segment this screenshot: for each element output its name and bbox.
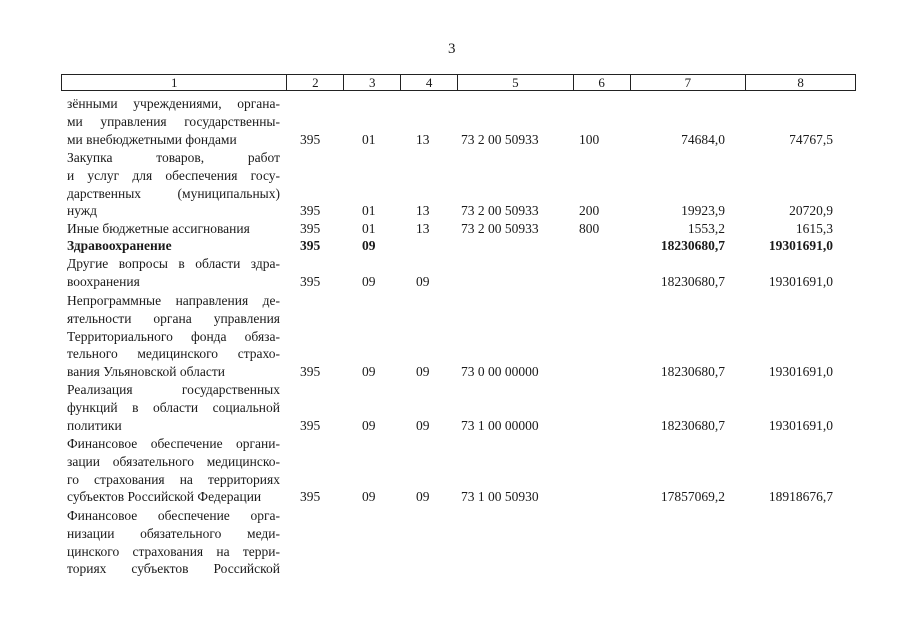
cell-c7: 18230680,7 <box>660 238 725 253</box>
row-description <box>67 381 280 434</box>
description-line: Закупка товаров, работ <box>67 150 280 165</box>
cell-c7: 18230680,7 <box>660 417 725 433</box>
description-line: воохранения <box>67 273 140 289</box>
description-line: дарственных (муниципальных) <box>67 185 280 201</box>
header-col-2: 2 <box>286 75 343 90</box>
cell-c7: 18230680,7 <box>660 273 725 289</box>
description-line: Финансовое обеспечение органи- <box>67 436 280 451</box>
description-line: Иные бюджетные ассигнования <box>67 221 250 236</box>
description-line: цинского страхования на терри- <box>67 543 280 559</box>
page-number: 3 <box>448 41 456 57</box>
description-line: Реализация государственных <box>67 382 280 397</box>
row-description <box>67 95 280 148</box>
cell-c8: 19301691,0 <box>768 273 833 289</box>
cell-c8: 1615,3 <box>795 221 833 236</box>
cell-c4: 09 <box>416 364 430 380</box>
cell-c7: 19923,9 <box>681 203 725 219</box>
cell-c7: 74684,0 <box>681 131 725 147</box>
row-description <box>67 292 280 381</box>
cell-c5: 73 0 00 00000 <box>461 364 539 380</box>
header-col-6: 6 <box>573 75 630 90</box>
cell-c5: 73 2 00 50933 <box>461 131 539 147</box>
cell-c3: 09 <box>362 417 376 433</box>
description-line: зации обязательного медицинско- <box>67 453 280 469</box>
row-description <box>67 220 280 238</box>
cell-c8: 74767,5 <box>789 131 833 147</box>
description-line: функций в области социальной <box>67 399 280 415</box>
cell-c4: 09 <box>416 489 430 505</box>
cell-c2: 395 <box>300 364 321 380</box>
cell-c4: 13 <box>416 131 430 147</box>
cell-c3: 09 <box>362 364 376 380</box>
cell-c7: 17857069,2 <box>660 489 725 505</box>
cell-c5: 73 1 00 50930 <box>461 489 539 505</box>
description-line: зёнными учреждениями, органа- <box>67 96 280 111</box>
cell-c5: 73 2 00 50933 <box>461 203 539 219</box>
cell-c2: 395 <box>300 417 321 433</box>
description-line: тельного медицинского страхо- <box>67 346 280 362</box>
description-line: ториях субъектов Российской <box>67 561 280 577</box>
description-line: ми управления государственны- <box>67 113 280 129</box>
cell-c2: 395 <box>300 221 321 236</box>
cell-c3: 09 <box>362 238 376 253</box>
cell-c4: 13 <box>416 221 430 236</box>
cell-c5: 73 2 00 50933 <box>461 221 539 236</box>
description-line: низации обязательного меди- <box>67 525 280 541</box>
cell-c8: 19301691,0 <box>768 238 833 253</box>
cell-c3: 01 <box>362 203 376 219</box>
row-description <box>67 237 280 255</box>
cell-c2: 395 <box>300 238 321 253</box>
cell-c3: 01 <box>362 221 376 236</box>
header-col-7: 7 <box>630 75 746 90</box>
cell-c4: 09 <box>416 273 430 289</box>
row-description <box>67 149 280 220</box>
header-col-8: 8 <box>745 75 855 90</box>
header-col-3: 3 <box>343 75 400 90</box>
cell-c3: 09 <box>362 489 376 505</box>
description-line: Непрограммные направления де- <box>67 293 280 308</box>
cell-c6: 100 <box>579 131 600 147</box>
cell-c4: 09 <box>416 417 430 433</box>
cell-c6: 800 <box>579 221 600 236</box>
description-line: Территориального фонда обяза- <box>67 328 280 344</box>
row-description <box>67 435 280 506</box>
description-line: нужд <box>67 203 97 219</box>
cell-c8: 19301691,0 <box>768 417 833 433</box>
cell-c3: 01 <box>362 131 376 147</box>
cell-c2: 395 <box>300 489 321 505</box>
cell-c5: 73 1 00 00000 <box>461 417 539 433</box>
description-line: субъектов Российской Федерации <box>67 489 262 505</box>
description-line: ятельности органа управления <box>67 310 280 326</box>
row-description <box>67 507 280 578</box>
header-col-1: 1 <box>170 75 178 90</box>
cell-c8: 20720,9 <box>789 203 833 219</box>
cell-c7: 1553,2 <box>687 221 725 236</box>
cell-c8: 19301691,0 <box>768 364 833 380</box>
header-col-5: 5 <box>457 75 573 90</box>
description-line: Финансовое обеспечение орга- <box>67 508 280 523</box>
description-line: го страхования на территориях <box>67 471 280 487</box>
description-line: политики <box>67 417 122 433</box>
header-col-4: 4 <box>400 75 457 90</box>
row-description <box>67 255 280 291</box>
cell-c4: 13 <box>416 203 430 219</box>
cell-c2: 395 <box>300 203 321 219</box>
description-line: Здравоохранение <box>67 238 172 253</box>
description-line: и услуг для обеспечения госу- <box>67 167 280 183</box>
cell-c8: 18918676,7 <box>768 489 833 505</box>
cell-c3: 09 <box>362 273 376 289</box>
cell-c2: 395 <box>300 131 321 147</box>
description-line: Другие вопросы в области здра- <box>67 256 280 271</box>
cell-c6: 200 <box>579 203 600 219</box>
cell-c7: 18230680,7 <box>660 364 725 380</box>
cell-c2: 395 <box>300 273 321 289</box>
description-line: вания Ульяновской области <box>67 364 225 380</box>
description-line: ми внебюджетными фондами <box>67 131 237 147</box>
